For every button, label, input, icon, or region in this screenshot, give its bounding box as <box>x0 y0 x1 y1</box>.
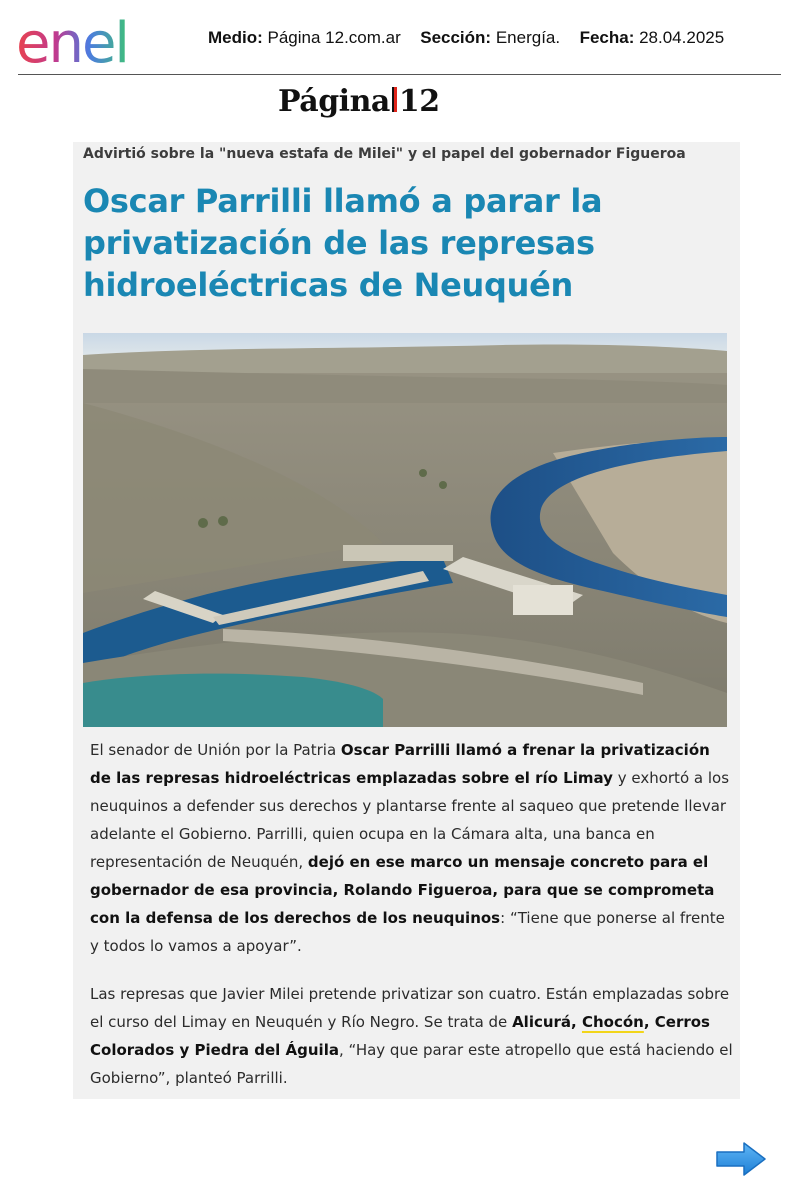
medio-value: Página 12.com.ar <box>267 28 401 47</box>
outlet-bars <box>392 87 397 112</box>
p1-text-3: : “Tiene que ponerse al frente y todos lo vamos a apoyar”. <box>90 909 725 955</box>
p2-text-2: , “Hay que parar este atropello que está haciendo el Gobierno”, planteó Parrilli. <box>90 1041 733 1087</box>
seccion-value: Energía. <box>495 28 561 47</box>
article-kicker: Advirtió sobre la "nueva estafa de Milei" y el papel del gobernador Figueroa <box>83 146 686 162</box>
p1-bold-1: Oscar Parrilli llamó a frenar la privatización de las represas hidroeléctricas emplazadas sobre el río Limay <box>90 741 710 787</box>
header-divider <box>18 74 781 75</box>
p1-text-1: El senador de Unión por la Patria <box>90 741 341 759</box>
medio-label: Medio: <box>208 28 263 47</box>
dam-photo <box>83 333 727 727</box>
p1-text-2: y exhortó a los neuquinos a defender sus derechos y plantarse frente al saqueo que pretende llevar adelante el Gobierno. Parrilli, quien ocupa en la Cámara alta, una banca en representación de Neuquén, <box>90 769 730 871</box>
p2-separator: , <box>571 1013 582 1031</box>
paragraph-1 <box>90 736 735 960</box>
article-card <box>73 142 740 1099</box>
logo-text: enel <box>16 11 128 70</box>
seccion-label: Sección: <box>420 28 492 47</box>
right-arrow-icon[interactable] <box>714 1140 768 1178</box>
p1-bold-2: dejó en ese marco un mensaje concreto para el gobernador de esa provincia, Rolando Figueroa, para que se comprometa con la defensa de los derechos de los neuquinos <box>90 853 715 927</box>
source-meta <box>208 28 788 48</box>
article-headline: Oscar Parrilli llamó a parar la privatización de las represas hidroeléctricas de Neuquén <box>83 182 603 304</box>
dam-alicura: Alicurá <box>512 1013 572 1031</box>
outlet-name-a: Página <box>278 84 390 119</box>
fecha-value: 28.04.2025 <box>639 28 725 47</box>
fecha-label: Fecha: <box>579 28 635 47</box>
outlet-logo <box>278 84 468 128</box>
dam-others: , Cerros Colorados y Piedra del Águila <box>90 1013 710 1059</box>
enel-logo <box>16 8 172 70</box>
p2-text-1: Las represas que Javier Milei pretende privatizar son cuatro. Están emplazadas sobre el curso del Limay en Neuquén y Río Negro. Se trata de <box>90 985 730 1031</box>
paragraph-2 <box>90 980 735 1092</box>
outlet-name-b: 12 <box>398 84 440 119</box>
article-body <box>90 736 735 1092</box>
dam-chocon-highlight: Chocón <box>581 1013 644 1031</box>
